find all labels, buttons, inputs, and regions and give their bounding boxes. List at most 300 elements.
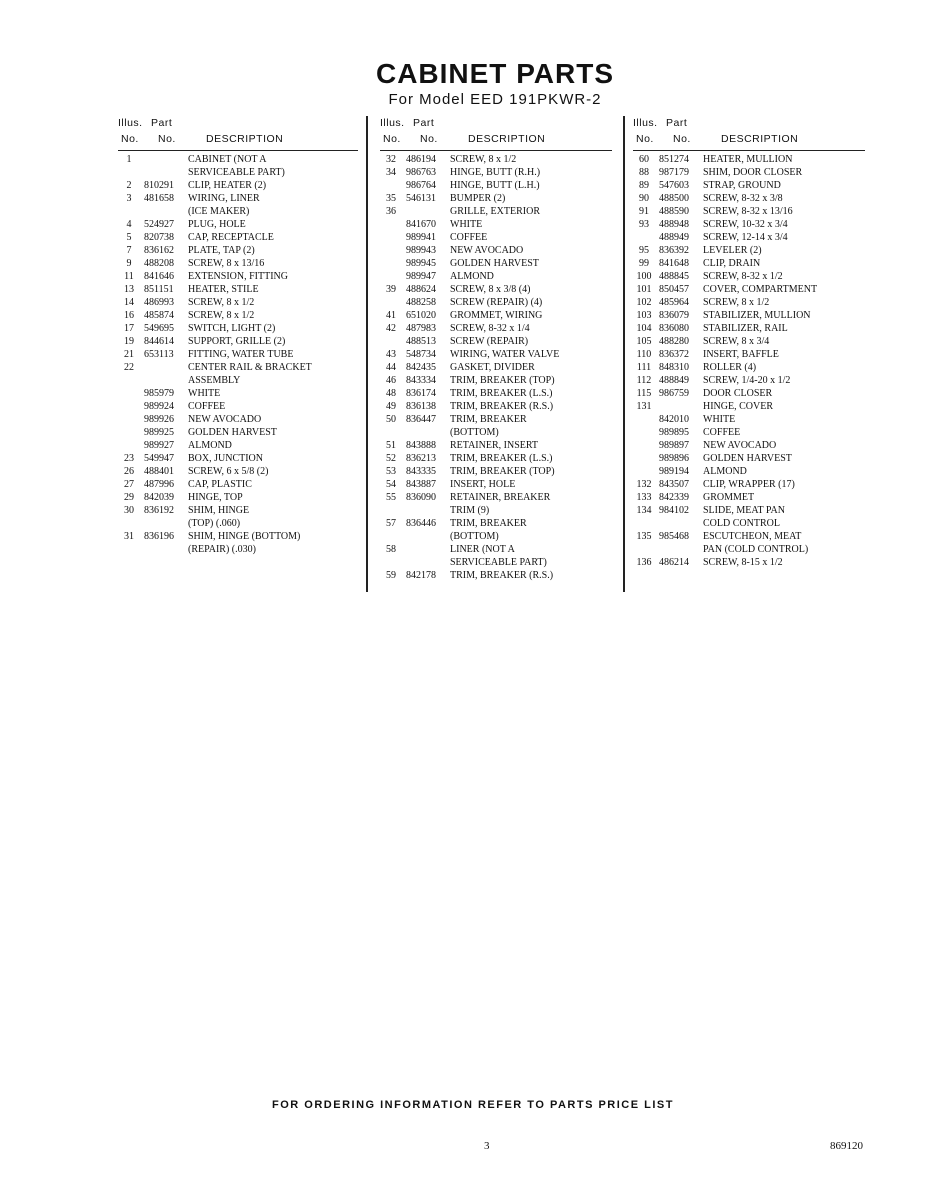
part-description: SCREW, 8-32 x 1/2 (703, 271, 783, 282)
part-number (140, 205, 188, 218)
part-description: HINGE, BUTT (L.H.) (450, 180, 540, 191)
part-number: 841648 (659, 258, 689, 269)
part-number (140, 361, 188, 374)
part-header: Part (151, 117, 173, 129)
illus-number: 131 (636, 401, 652, 412)
illus-number: 22 (124, 362, 134, 373)
illus-number: 43 (386, 349, 396, 360)
part-row (118, 218, 358, 231)
part-description: SCREW, 8 x 1/2 (188, 310, 255, 321)
part-row (633, 270, 865, 283)
part-row (380, 374, 612, 387)
part-number (655, 517, 703, 530)
part-row (633, 426, 865, 439)
part-number: 848310 (659, 362, 689, 373)
part-number: 836213 (406, 453, 436, 464)
part-number: 546131 (406, 193, 436, 204)
illus-number: 115 (636, 388, 652, 399)
part-row (380, 309, 612, 322)
part-number: 653113 (144, 349, 174, 360)
part-row (118, 153, 358, 166)
illus-number: 51 (386, 440, 396, 451)
part-number (402, 556, 450, 569)
part-description: GOLDEN HARVEST (188, 427, 277, 438)
part-row (118, 530, 358, 543)
part-description: HEATER, STILE (188, 284, 259, 295)
part-row (633, 530, 865, 543)
illus-number: 30 (124, 505, 134, 516)
part-row (118, 517, 358, 530)
part-description: SCREW, 12-14 x 3/4 (703, 232, 788, 243)
parts-rows (118, 151, 358, 556)
part-number: 989924 (144, 401, 174, 412)
part-row (118, 244, 358, 257)
part-row (380, 439, 612, 452)
part-description: TRIM, BREAKER (450, 414, 527, 425)
illus-number (118, 543, 140, 556)
part-description: HINGE, BUTT (R.H.) (450, 167, 541, 178)
part-no-header: No. (420, 133, 438, 145)
part-row (380, 361, 612, 374)
part-description: COLD CONTROL (703, 518, 780, 529)
part-number: 547603 (659, 180, 689, 191)
illus-number: 133 (636, 492, 652, 503)
illus-number: 23 (124, 453, 134, 464)
illus-number: 13 (124, 284, 134, 295)
part-row (118, 361, 358, 374)
part-number: 986764 (406, 180, 436, 191)
part-description: WHITE (703, 414, 736, 425)
part-row (380, 452, 612, 465)
part-description: WIRING, LINER (188, 193, 260, 204)
illus-number: 134 (636, 505, 652, 516)
part-row (633, 231, 865, 244)
part-description: SCREW, 1/4-20 x 1/2 (703, 375, 791, 386)
part-description: COFFEE (450, 232, 488, 243)
part-row (380, 400, 612, 413)
part-number: 486214 (659, 557, 689, 568)
part-description: HEATER, MULLION (703, 154, 793, 165)
part-row (380, 530, 612, 543)
illus-number: 46 (386, 375, 396, 386)
illus-number (118, 374, 140, 387)
illus-number: 135 (636, 531, 652, 542)
part-row (633, 205, 865, 218)
part-row (633, 166, 865, 179)
illus-number (118, 517, 140, 530)
illus-number: 4 (126, 219, 132, 230)
part-description: SCREW (REPAIR) (450, 336, 529, 347)
part-description: SHIM, HINGE (BOTTOM) (188, 531, 301, 542)
part-number (655, 400, 703, 413)
part-description: STRAP, GROUND (703, 180, 781, 191)
illus-number: 39 (386, 284, 396, 295)
part-number: 989897 (659, 440, 689, 451)
part-description: COFFEE (703, 427, 741, 438)
part-row (118, 166, 358, 179)
illus-number (118, 400, 140, 413)
part-row (118, 205, 358, 218)
illus-number: 105 (636, 336, 652, 347)
part-row (118, 322, 358, 335)
illus-number (380, 270, 402, 283)
part-number: 820738 (144, 232, 174, 243)
illus-header: Illus. (633, 117, 658, 129)
illus-number: 136 (636, 557, 652, 568)
part-row (633, 179, 865, 192)
part-description: SCREW, 10-32 x 3/4 (703, 219, 788, 230)
part-description: TRIM (9) (450, 505, 490, 516)
part-row (633, 192, 865, 205)
description-header: DESCRIPTION (206, 133, 284, 145)
part-description: GOLDEN HARVEST (450, 258, 539, 269)
part-number: 985979 (144, 388, 174, 399)
illus-number (633, 452, 655, 465)
illus-number: 90 (639, 193, 649, 204)
part-number: 487996 (144, 479, 174, 490)
part-description: ASSEMBLY (188, 375, 241, 386)
illus-number: 9 (126, 258, 132, 269)
part-number: 842339 (659, 492, 689, 503)
part-number: 844614 (144, 336, 174, 347)
column-header (118, 116, 358, 151)
parts-rows (633, 151, 865, 569)
part-description: (BOTTOM) (450, 427, 499, 438)
part-number: 836174 (406, 388, 436, 399)
part-description: SCREW, 8 x 3/4 (703, 336, 770, 347)
part-number: 524927 (144, 219, 174, 230)
part-description: HINGE, TOP (188, 492, 243, 503)
part-number: 836192 (144, 505, 174, 516)
illus-number: 31 (124, 531, 134, 542)
part-number (402, 530, 450, 543)
part-description: GROMMET, WIRING (450, 310, 543, 321)
part-description: WHITE (188, 388, 221, 399)
part-number: 989945 (406, 258, 436, 269)
illus-number: 2 (126, 180, 132, 191)
part-row (118, 543, 358, 556)
part-header: Part (666, 117, 688, 129)
illus-number (380, 296, 402, 309)
part-row (380, 257, 612, 270)
illus-number: 53 (386, 466, 396, 477)
part-row (380, 348, 612, 361)
part-description: SUPPORT, GRILLE (2) (188, 336, 286, 347)
part-row (380, 387, 612, 400)
part-number: 984102 (659, 505, 689, 516)
illus-number: 111 (636, 362, 652, 373)
part-row (380, 283, 612, 296)
part-description: ALMOND (450, 271, 494, 282)
parts-rows (380, 151, 612, 582)
part-number: 851274 (659, 154, 689, 165)
part-row (118, 270, 358, 283)
part-number (140, 543, 188, 556)
part-number: 488624 (406, 284, 436, 295)
part-number: 842178 (406, 570, 436, 581)
part-number: 836162 (144, 245, 174, 256)
illus-number: 49 (386, 401, 396, 412)
part-description: (ICE MAKER) (188, 206, 250, 217)
illus-number: 27 (124, 479, 134, 490)
part-number: 836090 (406, 492, 436, 503)
part-description: ESCUTCHEON, MEAT (703, 531, 802, 542)
page-title: CABINET PARTS (375, 58, 615, 89)
part-number: 836079 (659, 310, 689, 321)
part-row (380, 491, 612, 504)
part-number: 841670 (406, 219, 436, 230)
part-row (633, 322, 865, 335)
part-number: 842039 (144, 492, 174, 503)
part-number: 843335 (406, 466, 436, 477)
part-row (380, 543, 612, 556)
part-number: 989895 (659, 427, 689, 438)
part-number: 836372 (659, 349, 689, 360)
illus-number: 36 (386, 206, 396, 217)
illus-number (118, 387, 140, 400)
illus-number: 52 (386, 453, 396, 464)
part-description: NEW AVOCADO (188, 414, 262, 425)
part-number: 989927 (144, 440, 174, 451)
illus-number: 21 (124, 349, 134, 360)
part-row (380, 244, 612, 257)
part-description: TRIM, BREAKER (R.S.) (450, 401, 554, 412)
part-row (118, 387, 358, 400)
part-number (402, 426, 450, 439)
part-row (380, 231, 612, 244)
part-description: DOOR CLOSER (703, 388, 773, 399)
illus-number: 35 (386, 193, 396, 204)
part-row (118, 452, 358, 465)
part-description: STABILIZER, RAIL (703, 323, 788, 334)
part-row (633, 348, 865, 361)
illus-number: 112 (636, 375, 652, 386)
part-description: WIRING, WATER VALVE (450, 349, 560, 360)
illus-number: 102 (636, 297, 652, 308)
illus-number (380, 556, 402, 569)
part-description: PLATE, TAP (2) (188, 245, 255, 256)
illus-number: 58 (386, 544, 396, 555)
part-description: INSERT, BAFFLE (703, 349, 779, 360)
model-subtitle: For Model EED 191PKWR-2 (388, 91, 602, 108)
part-description: COFFEE (188, 401, 226, 412)
part-description: (BOTTOM) (450, 531, 499, 542)
column-header (380, 116, 612, 151)
part-number: 488401 (144, 466, 174, 477)
part-description: SHIM, HINGE (188, 505, 250, 516)
part-description: GOLDEN HARVEST (703, 453, 792, 464)
part-description: SCREW, 8 x 3/8 (4) (450, 284, 531, 295)
part-description: RETAINER, BREAKER (450, 492, 551, 503)
illus-number: 1 (126, 154, 132, 165)
part-number: 843887 (406, 479, 436, 490)
illus-number: 103 (636, 310, 652, 321)
part-row (633, 400, 865, 413)
illus-no-header: No. (636, 133, 654, 145)
part-row (380, 569, 612, 582)
part-description: CLIP, WRAPPER (17) (703, 479, 795, 490)
part-number (402, 205, 450, 218)
illus-number (380, 179, 402, 192)
illus-number: 57 (386, 518, 396, 529)
part-number: 989947 (406, 271, 436, 282)
part-description: NEW AVOCADO (703, 440, 777, 451)
part-description: BOX, JUNCTION (188, 453, 263, 464)
illus-number (380, 218, 402, 231)
part-number: 488500 (659, 193, 689, 204)
part-number: 842010 (659, 414, 689, 425)
part-number: 843507 (659, 479, 689, 490)
part-row (118, 439, 358, 452)
part-description: LEVELER (2) (703, 245, 762, 256)
part-description: TRIM, BREAKER (TOP) (450, 466, 555, 477)
part-number (402, 543, 450, 556)
part-no-header: No. (158, 133, 176, 145)
illus-number (633, 439, 655, 452)
part-number: 549947 (144, 453, 174, 464)
illus-number (380, 244, 402, 257)
parts-column-3 (633, 116, 865, 569)
part-row (380, 478, 612, 491)
part-row (118, 335, 358, 348)
part-number: 989943 (406, 245, 436, 256)
illus-number: 42 (386, 323, 396, 334)
part-row (633, 218, 865, 231)
part-row (633, 413, 865, 426)
part-number: 989941 (406, 232, 436, 243)
part-number: 488208 (144, 258, 174, 269)
part-description: SWITCH, LIGHT (2) (188, 323, 276, 334)
illus-number: 50 (386, 414, 396, 425)
part-number: 485964 (659, 297, 689, 308)
description-header: DESCRIPTION (721, 133, 799, 145)
part-number: 836446 (406, 518, 436, 529)
part-description: NEW AVOCADO (450, 245, 524, 256)
part-row (633, 374, 865, 387)
page-number: 3 (484, 1140, 490, 1152)
part-number: 488280 (659, 336, 689, 347)
illus-number: 99 (639, 258, 649, 269)
illus-number: 44 (386, 362, 396, 373)
part-number: 836447 (406, 414, 436, 425)
part-row (118, 426, 358, 439)
part-number: 850457 (659, 284, 689, 295)
part-description: SCREW, 8-32 x 13/16 (703, 206, 793, 217)
part-row (633, 361, 865, 374)
part-number: 549695 (144, 323, 174, 334)
part-number (140, 374, 188, 387)
part-row (118, 179, 358, 192)
part-description: (TOP) (.060) (188, 518, 241, 529)
part-description: TRIM, BREAKER (L.S.) (450, 388, 553, 399)
illus-number (118, 426, 140, 439)
part-number: 836196 (144, 531, 174, 542)
part-row (118, 192, 358, 205)
part-row (633, 257, 865, 270)
ordering-note: FOR ORDERING INFORMATION REFER TO PARTS PRICE LIST (272, 1099, 674, 1111)
illus-number (380, 257, 402, 270)
part-description: SCREW, 8 x 1/2 (450, 154, 517, 165)
part-number: 986763 (406, 167, 436, 178)
part-number (140, 517, 188, 530)
part-row (118, 348, 358, 361)
part-row (118, 374, 358, 387)
part-row (118, 283, 358, 296)
illus-number: 7 (126, 245, 132, 256)
part-row (633, 465, 865, 478)
illus-number: 16 (124, 310, 134, 321)
part-number: 488258 (406, 297, 436, 308)
part-row (118, 504, 358, 517)
part-row (380, 556, 612, 569)
column-header (633, 116, 865, 151)
illus-number (118, 413, 140, 426)
part-number: 485874 (144, 310, 174, 321)
part-description: ALMOND (188, 440, 232, 451)
part-number (655, 543, 703, 556)
parts-column-1 (118, 116, 358, 556)
part-number: 987179 (659, 167, 689, 178)
illus-number: 55 (386, 492, 396, 503)
part-description: SCREW, 6 x 5/8 (2) (188, 466, 269, 477)
illus-number (633, 465, 655, 478)
part-description: BUMPER (2) (450, 193, 506, 204)
part-number: 989896 (659, 453, 689, 464)
part-number (140, 153, 188, 166)
part-description: GASKET, DIVIDER (450, 362, 535, 373)
part-description: STABILIZER, MULLION (703, 310, 811, 321)
illus-number (633, 413, 655, 426)
part-number: 985468 (659, 531, 689, 542)
part-number (140, 166, 188, 179)
part-description: PLUG, HOLE (188, 219, 246, 230)
part-row (118, 465, 358, 478)
illus-number (380, 335, 402, 348)
part-description: SCREW, 8-15 x 1/2 (703, 557, 783, 568)
part-description: GRILLE, EXTERIOR (450, 206, 540, 217)
illus-number: 11 (124, 271, 134, 282)
part-description: TRIM, BREAKER (R.S.) (450, 570, 554, 581)
illus-number (633, 426, 655, 439)
illus-number (380, 504, 402, 517)
part-row (380, 179, 612, 192)
part-description: ALMOND (703, 466, 747, 477)
part-row (380, 296, 612, 309)
part-row (380, 426, 612, 439)
illus-header: Illus. (380, 117, 405, 129)
part-row (118, 231, 358, 244)
part-number: 842435 (406, 362, 436, 373)
part-row (380, 153, 612, 166)
part-row (380, 322, 612, 335)
part-number: 651020 (406, 310, 436, 321)
part-description: SCREW (REPAIR) (4) (450, 297, 543, 308)
part-header: Part (413, 117, 435, 129)
part-description: CENTER RAIL & BRACKET (188, 362, 312, 373)
part-row (380, 504, 612, 517)
part-number: 986759 (659, 388, 689, 399)
illus-number (380, 426, 402, 439)
illus-number: 88 (639, 167, 649, 178)
part-number: 488513 (406, 336, 436, 347)
part-number: 810291 (144, 180, 174, 191)
illus-number (118, 205, 140, 218)
illus-number: 101 (636, 284, 652, 295)
part-number: 836138 (406, 401, 436, 412)
column-divider (623, 116, 625, 592)
illus-number (633, 517, 655, 530)
part-number: 989926 (144, 414, 174, 425)
